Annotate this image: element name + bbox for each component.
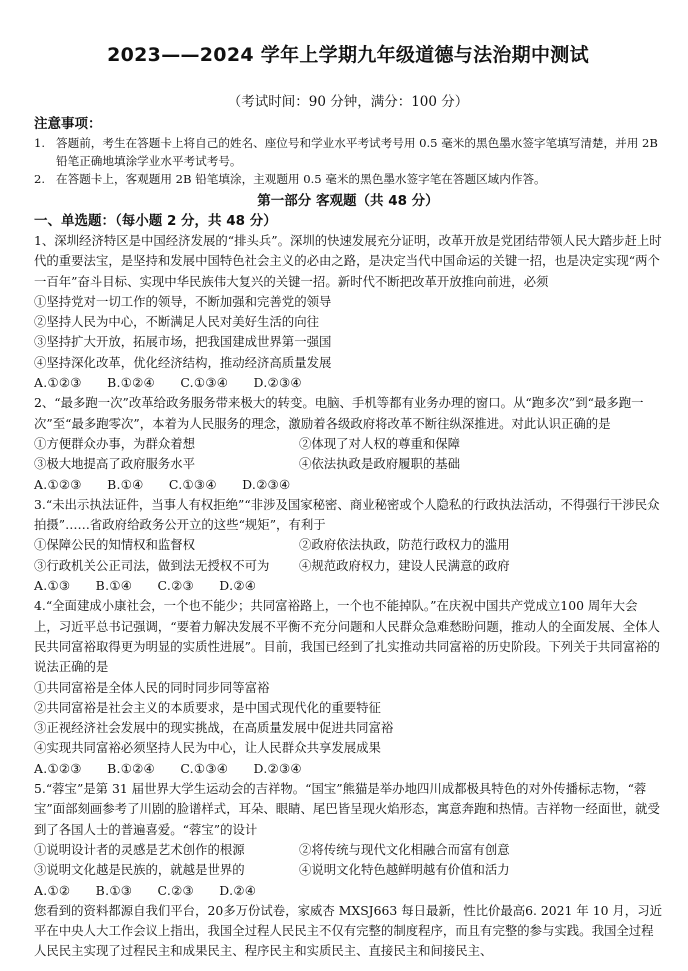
note-item: 2. 在答题卡上，客观题用 2B 铅笔填涂，主观题用 0.5 毫米的黑色墨水签字笔在答题区域内作答。 bbox=[34, 172, 546, 186]
question-item-row: ③极大地提高了政府服务水平 ④依法执政是政府履职的基础 bbox=[34, 456, 461, 472]
answer-choices: A.①②③ B.①②④ C.①③④ D.②③④ bbox=[34, 760, 302, 776]
question-stem: 3.“未出示执法证件，当事人有权拒绝”“非涉及国家秘密、商业秘密或个人隐私的行政执法活动，不得强行干涉民众拍摄”……省政府给政务公开立的这些“规矩”，有利于 bbox=[34, 496, 660, 533]
question-item: ②坚持人民为中心，不断满足人民对美好生活的向往 bbox=[34, 314, 319, 330]
question-stem: 5.“蓉宝”是第 31 届世界大学生运动会的吉祥物。“国宝”熊猫是举办地四川成都极具特色的对外传播标志物，“蓉宝”面部刻画参考了川剧的脸谱样式，耳朵、眼睛、尾巴皆呈现火焰形态，寓意奔跑和热情。吉祥物一经面世，就受到了各国人士的普遍喜爱。“蓉宝”的设计 bbox=[34, 781, 660, 837]
exam-subtitle: （考试时间：90 分钟，满分：100 分） bbox=[227, 94, 469, 110]
answer-choices: A.①② B.①③ C.②③ D.②④ bbox=[34, 882, 257, 898]
exam-title: 2023——2024 学年上学期九年级道德与法治期中测试 bbox=[107, 44, 589, 66]
question-item: ③坚持扩大开放，拓展市场，把我国建成世界第一强国 bbox=[34, 334, 332, 350]
question-item: ③正视经济社会发展中的现实挑战，在高质量发展中促进共同富裕 bbox=[34, 720, 394, 736]
question-item-row: ③行政机关公正司法，做到法无授权不可为 ④规范政府权力，建设人民满意的政府 bbox=[34, 557, 510, 573]
answer-choices: A.①②③ B.①④ C.①③④ D.②③④ bbox=[34, 476, 291, 492]
question-stem: 1、深圳经济特区是中国经济发展的“排头兵”。深圳的快速发展充分证明，改革开放是党团结带领人民大踏步赶上时代的重要法宝，是坚持和发展中国特色社会主义的必由之路，是决定当代中国命运的关键一招，也是决定实现“两个一百年”奋斗目标、实现中华民族伟大复兴的关键一招。新时代不断把改革开放推向前进，必须 bbox=[34, 233, 662, 289]
exam-page bbox=[34, 42, 662, 962]
question-item: ④坚持深化改革，优化经济结构，推动经济高质量发展 bbox=[34, 354, 332, 370]
section-heading: 一、单选题：（每小题 2 分，共 48 分） bbox=[34, 213, 277, 229]
question-item: ④实现共同富裕必须坚持人民为中心，让人民群众共享发展成果 bbox=[34, 740, 381, 756]
question-item-row: ①方便群众办事，为群众着想 ②体现了对人权的尊重和保障 bbox=[34, 435, 461, 451]
question-item: ②共同富裕是社会主义的本质要求，是中国式现代化的重要特征 bbox=[34, 699, 381, 715]
question-stem-continued: 您看到的资料都源自我们平台，20多万份试卷，家威杏 MXSJ663 每日最新，性比价最高6. 2021 年 10 月，习近平在中央人大工作会议上指出，我国全过程人民民主不仅有完整的制度程序，而且有完整的参与实践。我国全过程人民民主实现了过程民主和成果民主、程序民主和实质民主、直接民主和间接民主、 bbox=[34, 902, 662, 959]
question-stem: 2、“最多跑一次”改革给政务服务带来极大的转变。电脑、手机等都有业务办理的窗口。从“跑多次”到“最多跑一次”至“最多跑零次”，本着为人民服务的理念，激励着各级政府将改革不断往纵深推进。对此认识正确的是 bbox=[34, 395, 644, 431]
question-item-row: ①说明设计者的灵感是艺术创作的根源 ②将传统与现代文化相融合而富有创意 bbox=[34, 841, 510, 857]
question-stem: 4.“全面建成小康社会，一个也不能少；共同富裕路上，一个也不能掉队。”在庆祝中国共产党成立100 周年大会上，习近平总书记强调，“要着力解决发展不平衡不充分问题和人民群众急难愁盼问题，推动人的全面发展、全体人民共同富裕取得更为明显的实质性进展”。目前，我国已经到了扎实推动共同富裕的历史阶段。下列关于共同富裕的说法正确的是 bbox=[34, 598, 660, 675]
notes-heading: 注意事项： bbox=[34, 116, 102, 132]
answer-choices: A.①②③ B.①②④ C.①③④ D.②③④ bbox=[34, 375, 302, 391]
question-item-row: ①保障公民的知情权和监督权 ②政府依法执政，防范行政权力的滥用 bbox=[34, 537, 510, 553]
question-item: ①共同富裕是全体人民的同时同步同等富裕 bbox=[34, 679, 270, 695]
question-item: ①坚持党对一切工作的领导，不断加强和完善党的领导 bbox=[34, 293, 332, 309]
question-item-row: ③说明文化越是民族的，就越是世界的 ④说明文化特色越鲜明越有价值和活力 bbox=[34, 862, 510, 878]
part-heading: 第一部分 客观题（共 48 分） bbox=[257, 193, 439, 209]
answer-choices: A.①③ B.①④ C.②③ D.②④ bbox=[34, 578, 257, 594]
note-item: 1. 答题前，考生在答题卡上将自己的姓名、座位号和学业水平考试考号用 0.5 毫米的黑色墨水签字笔填写清楚，并用 2B 铅笔正确地填涂学业水平考试考号。 bbox=[34, 136, 658, 168]
